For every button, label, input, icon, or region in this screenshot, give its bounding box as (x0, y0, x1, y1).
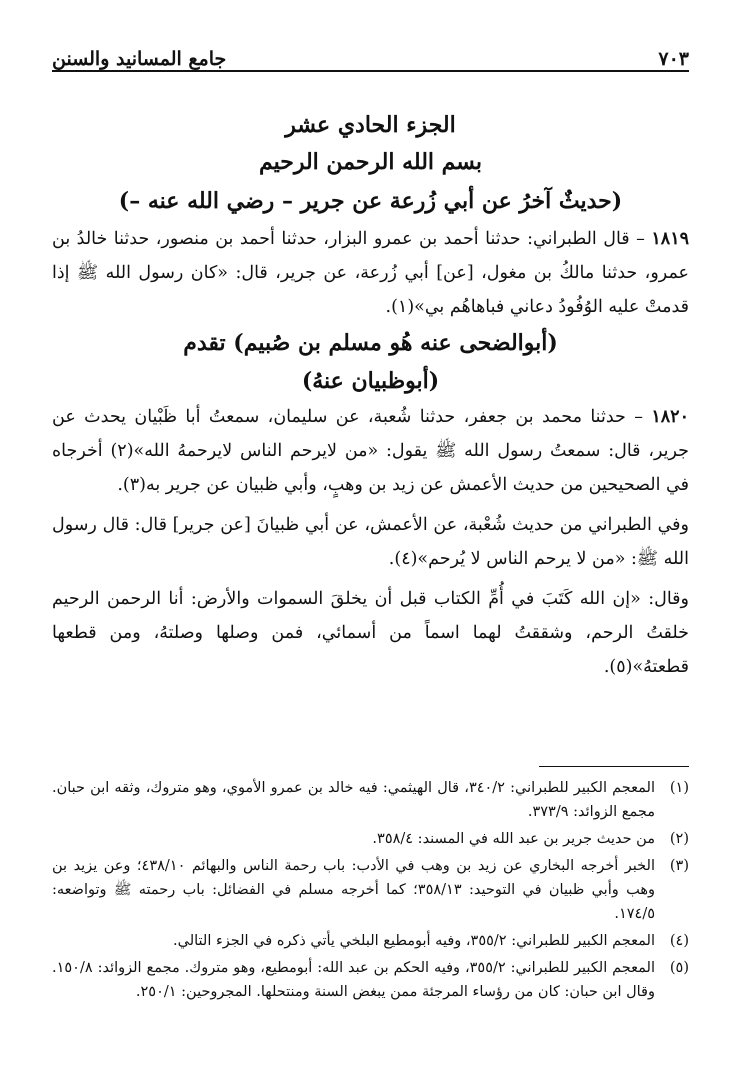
paragraph-text: – قال الطبراني: حدثنا أحمد بن عمرو البزار، حدثنا أحمد بن منصور، حدثنا خالدُ بن عمرو، حدثنا مالكُ بن مغول، [عن] أبي زُرعة، عن جرير، قال: «كان رسول الله ﷺ إذا قدمتْ عليه الوُفُودُ دعاني فباهاهُم بي»(١). (52, 229, 689, 317)
main-text (52, 108, 689, 684)
footnote-divider (539, 766, 689, 767)
footnote (52, 929, 689, 953)
narrator-heading-2: (أبوظبيان عنهُ) (301, 368, 440, 394)
paragraph-1820 (52, 400, 689, 502)
narrator-heading: (أبوالضحى عنه هُو مسلم بن صُبيم) تقدم (183, 330, 558, 356)
hadith-number: ١٨٢٠ (651, 407, 689, 427)
footnote-text: الخبر أخرجه البخاري عن زيد بن وهب في الأدب: باب رحمة الناس والبهائم ٤٣٨/١٠؛ وعن يزيد بن وهب وأبي ظبيان في التوحيد: ٣٥٨/١٣؛ كما أخرجه مسلم في الفضائل: باب رحمته ﷺ وتواضعه: ١٧٤/٥. (52, 858, 655, 922)
footnote-number: (٥) (669, 960, 689, 976)
page-number: ٧٠٣ (658, 48, 689, 70)
footnote-text: من حديث جرير بن عبد الله في المسند: ٣٥٨/٤. (372, 831, 655, 847)
footnote-text: المعجم الكبير للطبراني: ٣٥٥/٢، وفيه أبومطيع البلخي يأتي ذكره في الجزء التالي. (173, 933, 655, 949)
paragraph-qal: وقال: «إن الله كَتَبَ في أُمِّ الكتاب قبل أن يخلقَ السموات والأرض: أنا الرحمن الرحيم خلقتُ الرحم، وشققتُ لهما اسماً من أسمائي، فمن وصلها وصلتهُ، ومن قطعها قطعتهُ»(٥). (52, 589, 689, 677)
paragraph-text: – حدثنا محمد بن جعفر، حدثنا شُعبة، عن سليمان، سمعتُ أبا ظَبْيان يحدث عن جرير، قال: سمعتُ رسول الله ﷺ يقول: «من لايرحم الناس لايرحمهُ الله»(٢) أخرجاه في الصحيحين من حديث الأعمش عن زيد بن وهبٍ، وأبي ظبيان عن جرير به(٣). (52, 407, 690, 495)
footnote-text: المعجم الكبير للطبراني: ٣٤٠/٢، قال الهيثمي: فيه خالد بن عمرو الأموي، وهو متروك، وثقه ابن حبان. مجمع الزوائد: ٣٧٣/٩. (52, 780, 655, 820)
footnote (52, 956, 689, 1004)
footnote-number: (٣) (669, 858, 689, 874)
footnote-number: (١) (669, 780, 689, 796)
header-divider (52, 70, 689, 72)
footnote-text: المعجم الكبير للطبراني: ٣٥٥/٢، وفيه الحكم بن عبد الله: أبومطيع، وهو متروك. مجمع الزوائد: ١٥٠/٨. وقال ابن حبان: كان من رؤساء المرجئة ممن يبغض السنة ومنتحلها. المجروحين: ٢٥٠/١. (52, 960, 655, 1000)
basmala: بسم الله الرحمن الرحيم (258, 149, 483, 175)
footnote (52, 854, 689, 926)
hadith-number: ١٨١٩ (651, 229, 689, 249)
paragraph-1819 (52, 222, 689, 324)
hadith-heading: (حديثٌ آخرُ عن أبي زُرعة عن جرير – رضي الله عنه –) (118, 188, 623, 214)
footnote (52, 776, 689, 824)
book-title: جامع المسانيد والسنن (52, 48, 227, 70)
running-header (52, 30, 689, 70)
part-title: الجزء الحادي عشر (285, 112, 456, 138)
footnote-number: (٢) (669, 831, 689, 847)
footnotes (52, 776, 689, 1007)
footnote-number: (٤) (669, 933, 689, 949)
paragraph-tabarani: وفي الطبراني من حديث شُعْبة، عن الأعمش، عن أبي ظبيانَ [عن جرير] قال: قال رسول الله ﷺ: «من لا يرحم الناس لا يُرحم»(٤). (52, 515, 689, 569)
footnote (52, 827, 689, 851)
